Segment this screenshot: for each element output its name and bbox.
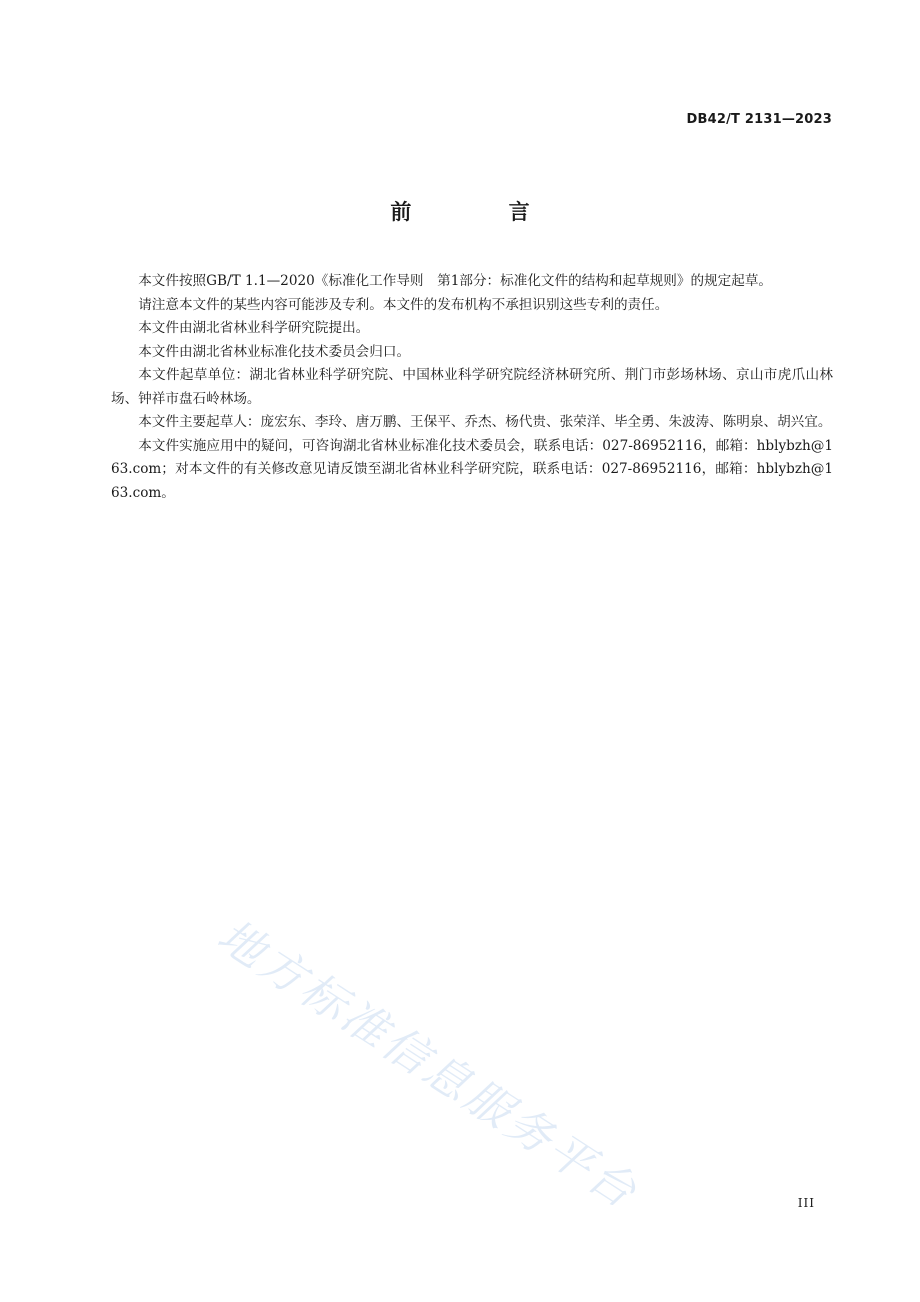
watermark: 地方标准信息服务平台: [208, 908, 649, 1220]
document-code: DB42/T 2131—2023: [686, 112, 832, 127]
foreword-body: [111, 270, 833, 505]
paragraph-contact-info: 本文件实施应用中的疑问，可咨询湖北省林业标准化技术委员会，联系电话：027-86952116，邮箱：hblybzh@163.com；对本文件的有关修改意见请反馈至湖北省林业科学研究院，联系电话：027-86952116，邮箱：hblybzh@163.com。: [111, 437, 833, 501]
paragraph-responsible-committee: 本文件由湖北省林业标准化技术委员会归口。: [138, 343, 411, 360]
paragraph-drafters: 本文件主要起草人：庞宏东、李玲、唐万鹏、王保平、乔杰、杨代贵、张荣洋、毕全勇、朱波涛、陈明泉、胡兴宜。: [138, 414, 832, 430]
page-title: 前 言: [390, 200, 575, 224]
paragraph-patent-notice: 请注意本文件的某些内容可能涉及专利。本文件的发布机构不承担识别这些专利的责任。: [138, 296, 669, 313]
paragraph-proposer: 本文件由湖北省林业科学研究院提出。: [138, 320, 370, 336]
paragraph-drafting-units: 本文件起草单位：湖北省林业科学研究院、中国林业科学研究院经济林研究所、荆门市彭场林场、京山市虎爪山林场、钟祥市盘石岭林场。: [111, 367, 833, 407]
page-number: III: [797, 1196, 815, 1210]
paragraph-drafting-basis: 本文件按照GB/T 1.1—2020《标准化工作导则 第1部分：标准化文件的结构和起草规则》的规定起草。: [138, 273, 773, 289]
